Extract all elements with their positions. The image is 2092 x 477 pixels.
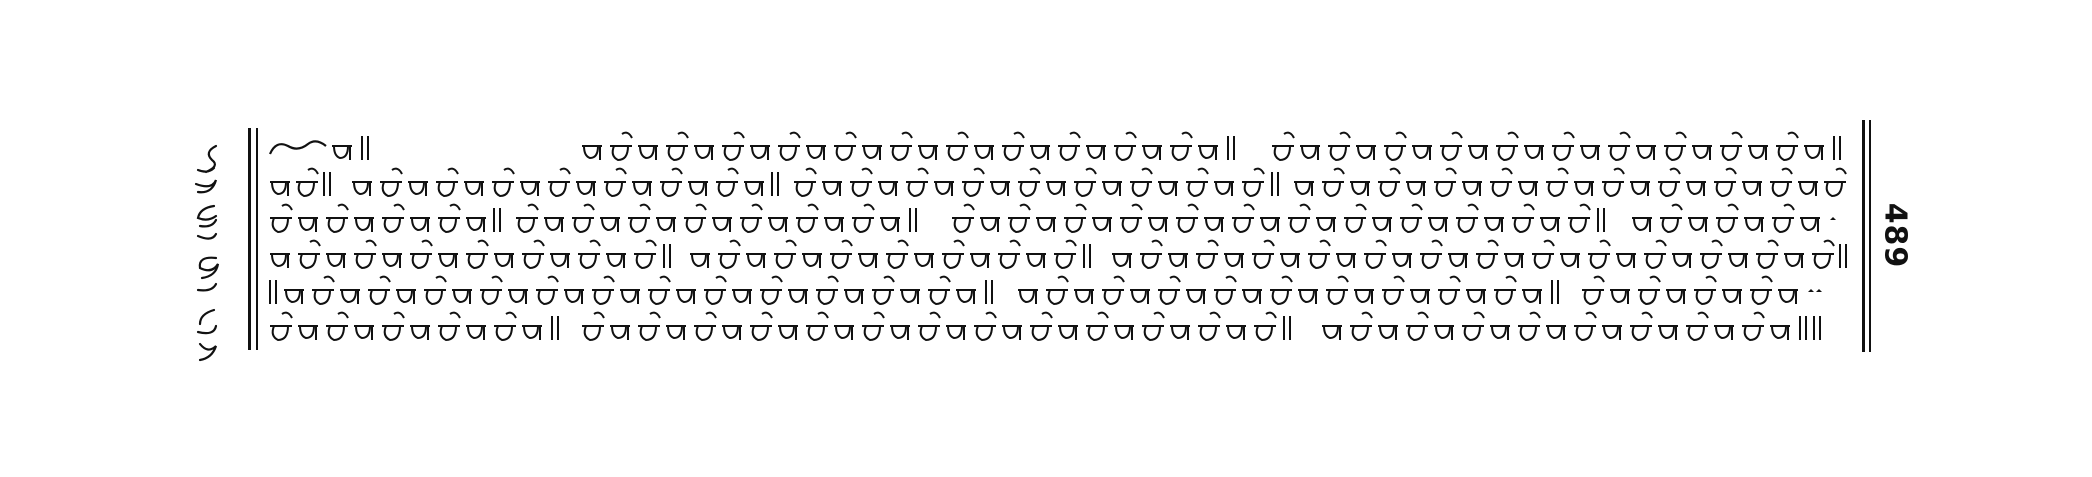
text-line-5: [270, 277, 1822, 304]
text-line-1: [270, 133, 1840, 160]
right-margin-rule-inner: [1862, 120, 1865, 352]
left-margin-rule-outer: [248, 128, 251, 350]
left-margin-rule-inner: [256, 128, 258, 350]
text-line-2: [270, 169, 1846, 196]
text-line-4: [270, 241, 1846, 268]
text-line-3: [270, 205, 1836, 232]
text-line-6: [270, 313, 1820, 340]
folio-number: [1875, 180, 1915, 290]
folio-number-text: 489: [1877, 202, 1913, 268]
right-margin-rule-outer: [1869, 120, 1871, 352]
manuscript-lines: [262, 128, 1854, 350]
margin-annotation-script: [186, 140, 226, 370]
margin-annotation: [186, 140, 226, 370]
manuscript-text-block: [262, 128, 1854, 350]
